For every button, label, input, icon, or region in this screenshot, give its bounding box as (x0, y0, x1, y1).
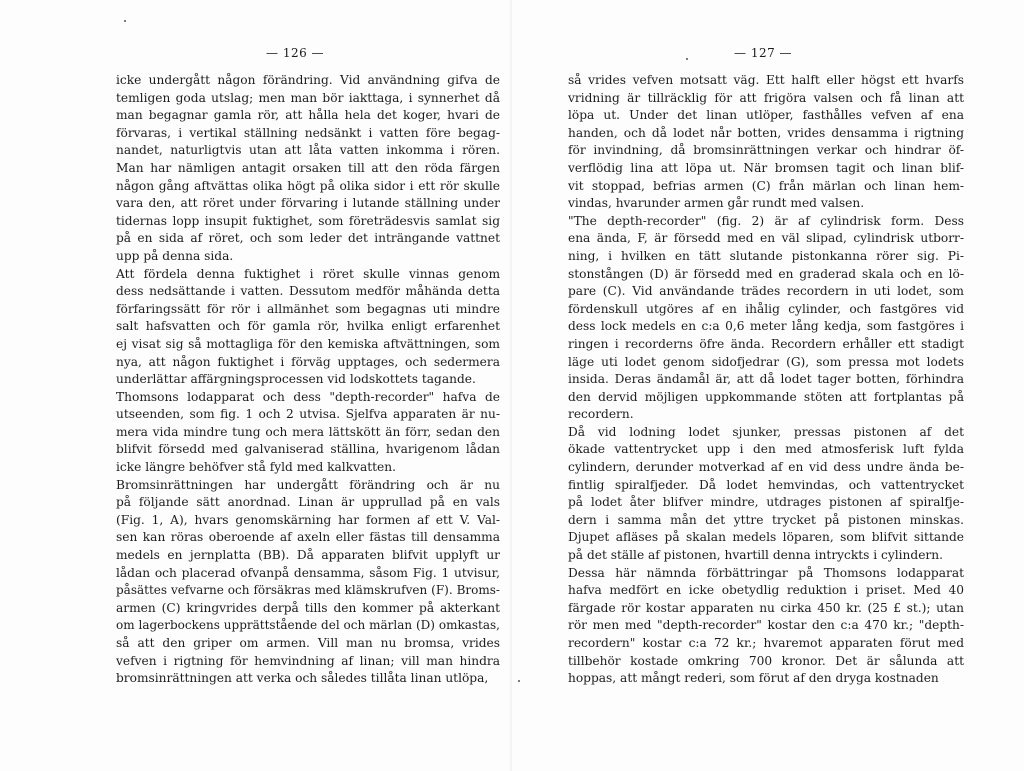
text-line: vit stoppad, befrias armen (C) från märlan och linan hem- (568, 178, 964, 193)
text-line: hafva medfört en icke obetydlig reduktion i priset. Med 40 (568, 583, 964, 598)
scan-speck (686, 58, 688, 60)
right-page-text (568, 72, 964, 688)
text-line: Då vid lodning lodet sjunker, pressas pistonen af det (568, 424, 964, 439)
text-line: så vrides vefven motsatt väg. Ett halft eller högst ett hvarfs (568, 73, 964, 87)
text-line: insida. Deras ändamål är, att då lodet tager botten, förhindra (568, 372, 964, 387)
text-line: löpa ut. Under det linan utlöper, fasthålles vefven af ena (568, 108, 964, 123)
text-line: tillbehör kostade omkring 700 kronor. Det är sålunda att (568, 653, 964, 668)
text-line: armen (C) kringvrides derpå tills den kommer på akterkant (116, 600, 500, 615)
text-line: dern i samma mån det yttre trycket på pistonen minskas. (568, 512, 964, 527)
text-line: ej visat sig så mottagliga för den kemiska aftvättningen, som (116, 336, 500, 351)
text-line: vara den, att röret under förvaring i lutande ställning under (116, 196, 500, 211)
text-line: dess nedsättande i vatten. Dessutom medför måhända detta (116, 284, 500, 299)
text-line: mera vida mindre tung och mera lättskött än förr, sedan den (116, 424, 500, 439)
text-line: ena ända, F, är försedd med en väl slipad, cylindrisk utborr- (568, 231, 964, 246)
text-line: bromsinrättningen att verka och således tillåta linan utlöpa, (116, 671, 489, 686)
text-line: icke längre behöfver stå fyld med kalkvatten. (116, 460, 396, 475)
text-line: cylindern, derunder motverkad af en vid dess undre ända be- (568, 460, 964, 475)
text-line: Bromsinrättningen har undergått förändring och är nu (116, 477, 500, 492)
text-line: pare (C). Vid användande trädes recordern in uti lodet, som (568, 284, 964, 299)
scan-speck (518, 680, 520, 682)
text-line: på en sida af röret, och som leder det inträngande vattnet (116, 231, 500, 246)
text-line: läge uti lodet genom sidofjedrar (G), som pressa mot lodets (568, 354, 964, 369)
text-line: på lodet åter blifver mindre, utdrages pistonen af spiralfje- (568, 495, 964, 510)
text-line: färgade rör kostar apparaten nu cirka 450 kr. (25 £ st.); utan (568, 600, 964, 615)
text-line: dess lock medels en c:a 0,6 meter lång kedja, som fastgöres i (568, 319, 964, 334)
text-line: ning, i hvilken en tätt slutande pistonkanna rörer sig. Pi- (568, 248, 964, 263)
text-line: sen kan röras oberoende af axeln eller fästas till densamma (116, 530, 500, 545)
text-line: "The depth-recorder" (fig. 2) är af cylindrisk form. Dess (568, 213, 964, 228)
text-line: man begagnar gamla rör, att hålla hela det koger, hvari de (116, 108, 500, 123)
text-line: lådan och placerad ofvanpå densamma, såsom Fig. 1 utvisur, (116, 565, 500, 580)
text-line: så att den griper om armen. Vill man nu bromsa, vrides (116, 636, 500, 650)
text-line: någon gång aftvättas olika högt på olika sidor i ett rör skulle (116, 178, 500, 193)
text-line: om lagerbockens upprättstående del och märlan (D) omkastas, (116, 618, 500, 633)
text-line: tidernas lopp insupit fuktighet, som företrädesvis samlat sig (116, 213, 500, 228)
text-line: Dessa här nämnda förbättringar på Thomsons lodapparat (568, 565, 964, 580)
text-line: recordern" kostar c:a 72 kr.; hvaremot apparaten förut med (568, 636, 964, 650)
text-line: Att fördela denna fuktighet i röret skulle vinnas genom (116, 266, 500, 281)
text-line: fintlig spiralfjeder. Då lodet hemvindas, och vattentrycket (568, 477, 964, 492)
text-line: temligen goda utslag; men man bör iakttaga, i synnerhet då (116, 90, 500, 105)
text-line: (Fig. 1, A), hvars genomskärning har formen af ett V. Val- (116, 512, 500, 527)
text-line: utseenden, som fig. 1 och 2 utvisa. Sjelfva apparaten är nu- (116, 407, 500, 422)
text-line: medels en jernplatta (BB). Då apparaten blifvit upplyft ur (116, 548, 500, 563)
text-line: upp på denna sida. (116, 248, 234, 263)
text-line: underlättar affärgningsprocessen vid lodskottets tagande. (116, 372, 476, 387)
text-line: hoppas, att mångt rederi, som förut af den dryga kostnaden (568, 671, 939, 686)
text-line: verflödig lina att löpa ut. När bromsen tagit och linan blif- (568, 160, 964, 175)
text-line: vindas, hvarunder armen går rundt med valsen. (568, 196, 865, 211)
scan-speck (124, 20, 126, 22)
text-line: förvaras, i vertikal ställning nedsänkt i vatten före begag- (116, 125, 500, 140)
text-line: den dervid möjligen uppkommande stöten att fortplantas på (568, 389, 964, 404)
right-page-number: — 127 — (734, 46, 793, 60)
text-line: på det ställe af pistonen, hvartill denna intryckts i cylindern. (568, 548, 943, 563)
text-line: stonstången (D) är försedd med en graderad skala och en lö- (568, 266, 964, 281)
text-line: recordern. (568, 407, 634, 422)
left-page-text (116, 72, 500, 688)
text-line: för invindning, då bromsinrättningen verkar och hindrar öf- (568, 143, 964, 158)
left-page-number: — 126 — (266, 46, 325, 60)
text-line: Man har nämligen antagit orsaken till att den röda färgen (116, 160, 500, 175)
right-page (512, 0, 1024, 771)
text-line: blifvit försedd med galvaniserad ställina, hvarigenom lådan (116, 442, 500, 457)
text-line: Thomsons lodapparat och dess "depth-recorder" hafva de (116, 389, 500, 404)
text-line: icke undergått någon förändring. Vid användning gifva de (116, 73, 500, 87)
text-line: nya, att någon fuktighet i förväg upptages, och sedermera (116, 354, 500, 369)
text-line: ökade vattentrycket upp i den med atmosferisk luft fylda (568, 442, 964, 457)
text-line: fördenskull utgöres af en ihålig cylinder, och fastgöres vid (568, 301, 964, 316)
text-line: handen, och då lodet når botten, vrides densamma i rigtning (568, 125, 964, 140)
text-line: ringen i recorderns öfre ända. Recordern erhåller ett stadigt (568, 336, 964, 351)
text-line: vridning är tillräcklig för att frigöra valsen och få linan att (568, 90, 964, 105)
text-line: nandet, naturligtvis utan att låta vatten inkomma i rören. (116, 143, 500, 158)
text-line: vefven i rigtning för hemvindning af linan; vill man hindra (116, 653, 500, 668)
text-line: påsättes vefvarne och försäkras med klämskrufven (F). Broms- (116, 583, 500, 598)
text-line: salt hafsvatten och för gamla rör, hvilka enligt erfarenhet (116, 319, 500, 334)
text-line: Djupet afläses på skalan medels löparen, som blifvit sittande (568, 530, 964, 545)
text-line: på följande sätt anordnad. Linan är upprullad på en vals (116, 495, 500, 510)
text-line: förfaringssätt för rör i allmänhet som begagnas uti mindre (116, 301, 500, 316)
text-line: rör men med "depth-recorder" kostar den c:a 470 kr.; "depth- (568, 618, 964, 633)
